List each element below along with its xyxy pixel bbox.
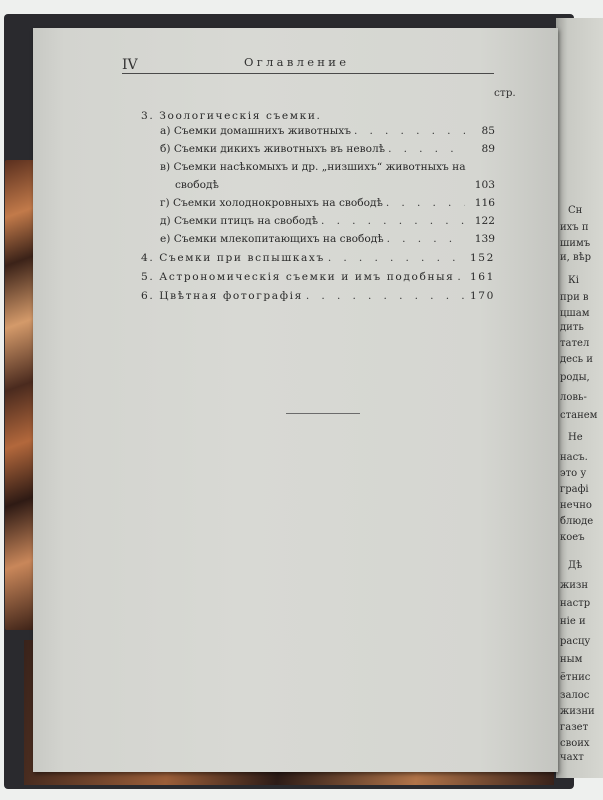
leader-dots: [386, 197, 465, 209]
leader-dots: [388, 143, 465, 155]
next-page-fragment: насъ.: [560, 452, 588, 463]
header-rule: [122, 73, 494, 74]
next-page-fragment: это у: [560, 468, 587, 479]
entry-page: 161: [469, 271, 495, 283]
entry-page: 85: [481, 125, 495, 137]
entry-label: а) Съемки домашнихъ животныхъ: [160, 125, 351, 137]
toc-entry: [160, 197, 495, 209]
next-page-fragment: дить: [560, 322, 584, 333]
leader-dots: [321, 215, 465, 227]
page-title: Оглавление: [244, 55, 350, 69]
toc-entry: [160, 215, 495, 227]
next-page-fragment: станем: [560, 410, 598, 421]
next-page-fragment: настр: [560, 598, 591, 609]
page-column-label: стр.: [494, 87, 516, 99]
next-page-fragment: залос: [560, 690, 590, 701]
next-page-fragment: Сн: [568, 205, 583, 216]
next-page-fragment: чахт: [560, 752, 584, 763]
entry-label: 4. Съемки при вспышкахъ: [141, 252, 325, 264]
toc-page: [33, 28, 558, 772]
next-page-fragment: десь и: [560, 354, 593, 365]
entry-label: г) Съемки холоднокровныхъ на свободѣ: [160, 197, 383, 209]
next-page-fragment: своих: [560, 738, 590, 749]
entry-label: б) Съемки дикихъ животныхъ въ неволѣ: [160, 143, 386, 155]
entry-page: 116: [474, 197, 495, 209]
entry-label: 6. Цвѣтная фотографія: [141, 290, 303, 302]
leader-dots: [354, 125, 465, 137]
next-page-fragment: Не: [568, 432, 583, 443]
next-page-fragment: роды,: [560, 372, 590, 383]
next-page-fragment: тател: [560, 338, 590, 349]
next-page-fragment: шимъ: [560, 238, 591, 249]
next-page-fragment: жизни: [560, 706, 595, 717]
entry-page: 170: [469, 290, 495, 302]
leader-dots: [306, 290, 465, 302]
next-page-fragment: расцу: [560, 636, 591, 647]
next-page-fragment: газет: [560, 722, 589, 733]
toc-entry: [175, 179, 495, 191]
next-page-fragment: коеъ: [560, 532, 585, 543]
toc-section-5: [141, 271, 495, 283]
entry-label: д) Съемки птицъ на свободѣ: [160, 215, 319, 227]
next-page-fragment: графі: [560, 484, 589, 495]
leader-dots: [328, 252, 465, 264]
next-page-fragment: и, вѣр: [560, 252, 592, 263]
toc-entry: [160, 125, 495, 137]
next-page-fragment: Кі: [568, 275, 579, 286]
next-page-fragment: ніе и: [560, 616, 586, 627]
end-separator: [286, 413, 360, 414]
entry-page: 122: [474, 215, 495, 227]
leader-dots: [387, 233, 465, 245]
toc-section-4: [141, 252, 495, 264]
page-number: IV: [122, 57, 138, 73]
next-page-fragment: при в: [560, 292, 589, 303]
next-page: [556, 18, 603, 778]
next-page-fragment: Дѣ: [568, 560, 583, 571]
toc-entry: в) Съемки насѣкомыхъ и др. „низшихъ“ животныхъ на: [160, 161, 466, 173]
entry-page: 89: [481, 143, 495, 155]
next-page-fragment: жизн: [560, 580, 588, 591]
next-page-fragment: нечно: [560, 500, 592, 511]
entry-label: 5. Астрономическія съемки и имъ подобныя: [141, 271, 455, 283]
entry-page: 152: [469, 252, 495, 264]
toc-entry: [160, 143, 495, 155]
toc-section-3: 3. Зоологическія съемки.: [141, 110, 322, 122]
next-page-fragment: ным: [560, 654, 583, 665]
next-page-fragment: цшам: [560, 308, 590, 319]
toc-entry: [160, 233, 495, 245]
next-page-fragment: ихъ п: [560, 222, 589, 233]
leader-dots: [457, 271, 465, 283]
entry-label: свободѣ: [175, 179, 219, 191]
entry-page: 103: [474, 179, 495, 191]
entry-label: е) Съемки млекопитающихъ на свободѣ: [160, 233, 384, 245]
next-page-fragment: ётнис: [560, 672, 591, 683]
entry-page: 139: [474, 233, 495, 245]
toc-section-6: [141, 290, 495, 302]
next-page-fragment: блюде: [560, 516, 594, 527]
next-page-fragment: ловь-: [560, 392, 587, 403]
